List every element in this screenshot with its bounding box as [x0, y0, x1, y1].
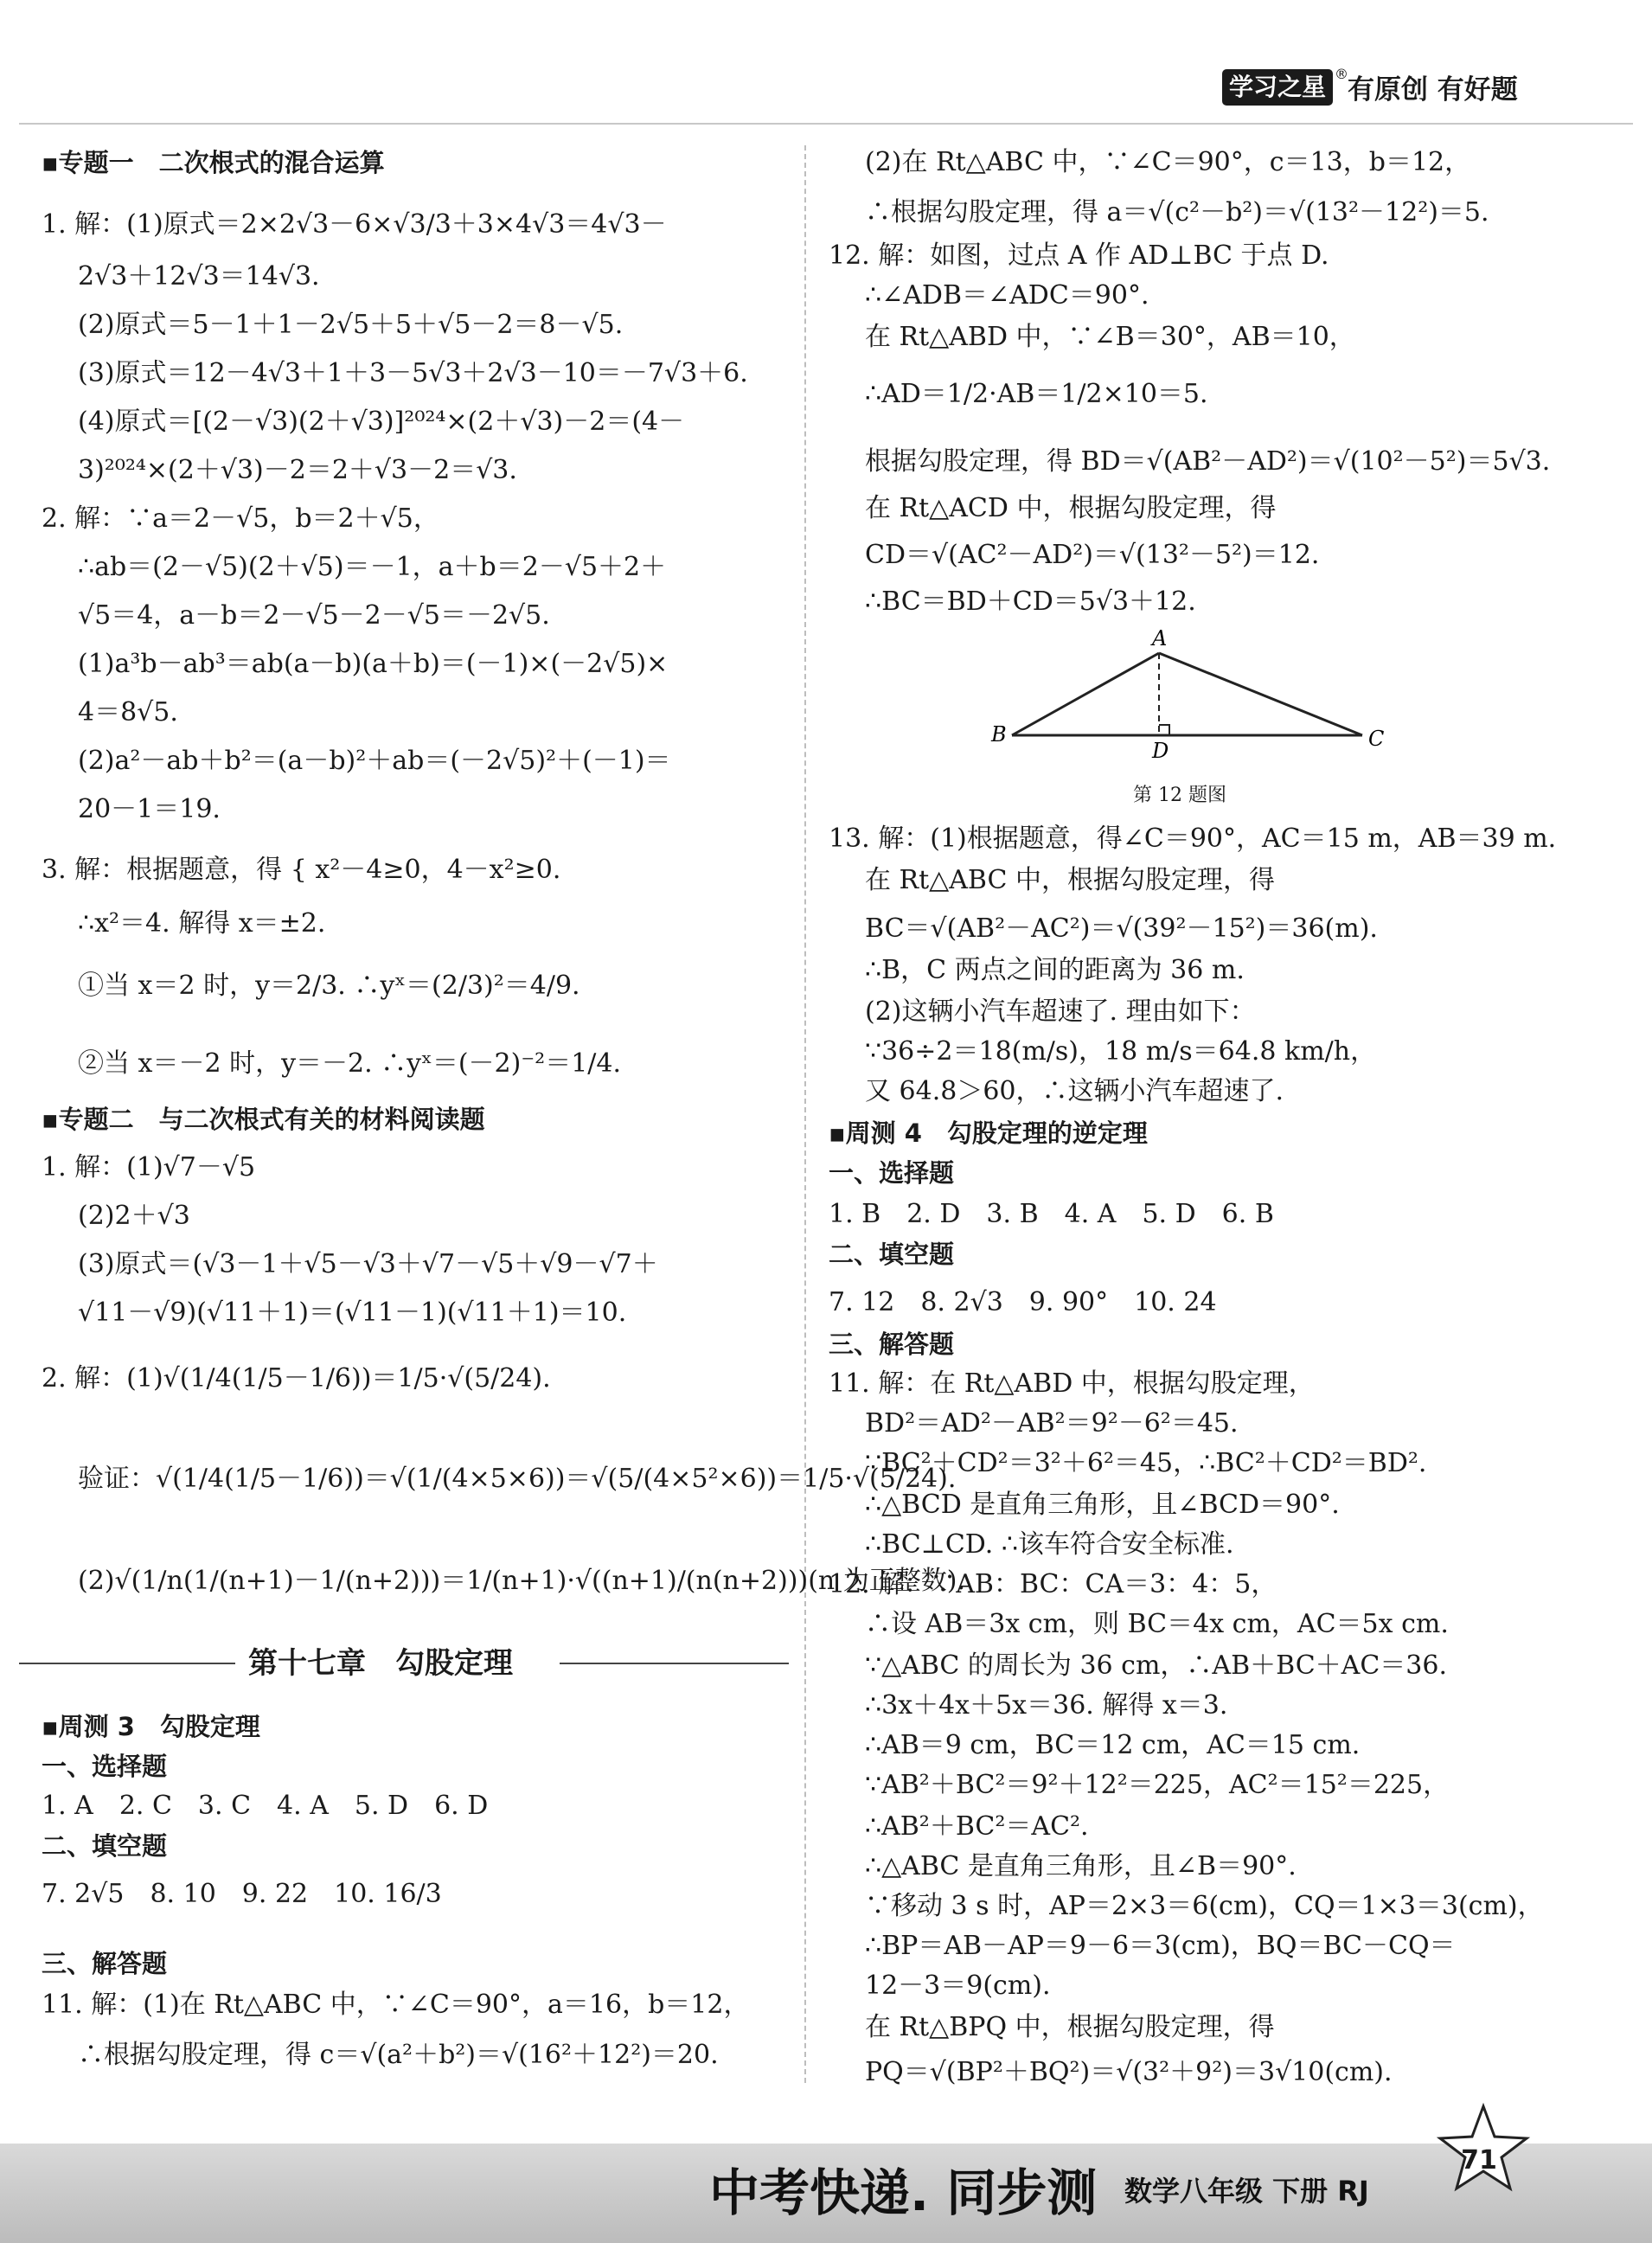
answer-line: (4)原式＝[(2－√3)(2＋√3)]²⁰²⁴×(2＋√3)－2＝(4－ [78, 407, 685, 437]
answer-line: ∴BP＝AB－AP＝9－6＝3(cm)，BQ＝BC－CQ＝ [865, 1931, 1456, 1961]
answer-line: ∴△BCD 是直角三角形，且∠BCD＝90°. [865, 1490, 1340, 1520]
answer-line: √11－√9)(√11＋1)＝(√11－1)(√11＋1)＝10. [78, 1298, 627, 1328]
answer-line: ∴ab＝(2－√5)(2＋√5)＝－1，a＋b＝2－√5＋2＋ [78, 552, 667, 582]
answer-line: ∴B，C 两点之间的距离为 36 m. [865, 955, 1245, 985]
label-a: A [1152, 626, 1168, 650]
chapter-rule-right [560, 1663, 789, 1664]
answer-line: √5＝4，a－b＝2－√5－2－√5＝－2√5. [78, 600, 550, 631]
answer-line: 20－1＝19. [78, 794, 221, 824]
answer-line: (2)在 Rt△ABC 中，∵∠C＝90°，c＝13，b＝12， [865, 147, 1471, 177]
answer-line: BD²＝AD²－AB²＝9²－6²＝45. [865, 1408, 1239, 1439]
header-slogan: 有原创 有好题 [1348, 74, 1518, 106]
answer-line: (3)原式＝12－4√3＋1＋3－5√3＋2√3－10＝－7√3＋6. [78, 358, 748, 388]
right-angle-mark [1159, 725, 1169, 735]
answer-line: ①当 x＝2 时，y＝2/3. ∴yˣ＝(2/3)²＝4/9. [78, 971, 580, 1001]
section-heading: ▪专题一 二次根式的混合运算 [42, 148, 385, 177]
registered-mark: ® [1335, 66, 1348, 82]
answer-line: 1. B 2. D 3. B 4. A 5. D 6. B [829, 1199, 1274, 1229]
answer-line: 在 Rt△ACD 中，根据勾股定理，得 [865, 493, 1277, 523]
answer-line: CD＝√(AC²－AD²)＝√(13²－5²)＝12. [865, 540, 1320, 570]
answer-line: 7. 12 8. 2√3 9. 90° 10. 24 [829, 1287, 1217, 1317]
answer-line: 1. 解：(1)原式＝2×2√3－6×√3/3＋3×4√3＝4√3－ [42, 209, 667, 240]
subsection-heading: 一、选择题 [42, 1752, 168, 1781]
answer-line: 在 Rt△ABC 中，根据勾股定理，得 [865, 865, 1276, 895]
chapter-title: 第十七章 勾股定理 [248, 1646, 513, 1681]
subsection-heading: 三、解答题 [42, 1949, 168, 1978]
answer-line: 12. 解：如图，过点 A 作 AD⊥BC 于点 D. [829, 240, 1329, 271]
column-divider [804, 145, 806, 2083]
answer-line: 又 64.8＞60，∴这辆小汽车超速了. [865, 1076, 1284, 1106]
answer-line: 4＝8√5. [78, 697, 178, 727]
answer-line: 12－3＝9(cm). [865, 1971, 1051, 2001]
answer-line: ∴BC＝BD＋CD＝5√3＋12. [865, 586, 1196, 617]
answer-line: ∴AD＝1/2·AB＝1/2×10＝5. [865, 379, 1208, 409]
segment-ac [1159, 653, 1362, 735]
answer-line: ②当 x＝－2 时，y＝－2. ∴yˣ＝(－2)⁻²＝1/4. [78, 1048, 622, 1079]
answer-line: ∵36÷2＝18(m/s)，18 m/s＝64.8 km/h， [865, 1036, 1377, 1067]
answer-line: 1. 解：(1)√7－√5 [42, 1152, 256, 1182]
answer-line: 2. 解：∵a＝2－√5，b＝2＋√5， [42, 503, 439, 534]
answer-line: ∵BC²＋CD²＝3²＋6²＝45，∴BC²＋CD²＝BD². [865, 1448, 1427, 1478]
header-rule [19, 123, 1633, 125]
answer-line: ∵移动 3 s 时，AP＝2×3＝6(cm)，CQ＝1×3＝3(cm)， [865, 1891, 1544, 1921]
answer-line: 12. 解：∵AB：BC：CA＝3：4：5， [829, 1569, 1277, 1599]
answer-line: (2)原式＝5－1＋1－2√5＋5＋√5－2＝8－√5. [78, 310, 624, 340]
answer-line: (2)2＋√3 [78, 1201, 190, 1231]
answer-line: 根据勾股定理，得 BD＝√(AB²－AD²)＝√(10²－5²)＝5√3. [865, 446, 1551, 477]
section-heading: ▪周测 3 勾股定理 [42, 1712, 260, 1741]
answer-line: ∴x²＝4. 解得 x＝±2. [78, 908, 326, 939]
answer-line: ∴设 AB＝3x cm，则 BC＝4x cm，AC＝5x cm. [865, 1609, 1449, 1639]
brand-logo: 学习之星 [1222, 69, 1333, 106]
answer-line: 2√3＋12√3＝14√3. [78, 261, 320, 292]
answer-line: ∴AB＝9 cm，BC＝12 cm，AC＝15 cm. [865, 1730, 1361, 1760]
answer-line: 1. A 2. C 3. C 4. A 5. D 6. D [42, 1791, 489, 1821]
answer-line: 3. 解：根据题意，得 { x²－4≥0，4－x²≥0. [42, 855, 561, 885]
answer-line: ∴根据勾股定理，得 c＝√(a²＋b²)＝√(16²＋12²)＝20. [78, 2040, 719, 2070]
answer-line: 11. 解：在 Rt△ABD 中，根据勾股定理， [829, 1368, 1315, 1399]
label-b: B [991, 722, 1007, 747]
answer-line: (2)这辆小汽车超速了. 理由如下： [865, 997, 1256, 1027]
subsection-heading: 二、填空题 [42, 1831, 168, 1861]
answer-line: ∴AB²＋BC²＝AC². [865, 1811, 1089, 1842]
answer-line: (2)√(1/n(1/(n+1)－1/(n+2)))＝1/(n+1)·√((n+1)/(n(n+2)))(n 为正整数). [78, 1566, 965, 1596]
answer-line: (3)原式＝(√3－1＋√5－√3＋√7－√5＋√9－√7＋ [78, 1249, 658, 1279]
answer-line: ∴∠ADB＝∠ADC＝90°. [865, 280, 1149, 311]
footer-subtitle: 数学八年级 下册 RJ [1124, 2175, 1369, 2208]
answer-line: ∴△ABC 是直角三角形，且∠B＝90°. [865, 1851, 1297, 1881]
answer-line: 在 Rt△ABD 中，∵∠B＝30°，AB＝10， [865, 322, 1355, 352]
triangle-figure [986, 623, 1401, 770]
answer-line: 验证：√(1/4(1/5－1/6))＝√(1/(4×5×6))＝√(5/(4×5²×6))＝1/5·√(5/24). [78, 1464, 957, 1494]
section-heading: ▪专题二 与二次根式有关的材料阅读题 [42, 1105, 485, 1134]
answer-line: 2. 解：(1)√(1/4(1/5－1/6))＝1/5·√(5/24). [42, 1363, 551, 1394]
figure-caption: 第 12 题图 [1133, 785, 1226, 806]
answer-line: 13. 解：(1)根据题意，得∠C＝90°，AC＝15 m，AB＝39 m. [829, 824, 1557, 854]
answer-line: 11. 解：(1)在 Rt△ABC 中，∵∠C＝90°，a＝16，b＝12， [42, 1990, 750, 2020]
answer-line: ∴根据勾股定理，得 a＝√(c²－b²)＝√(13²－12²)＝5. [865, 197, 1489, 228]
subsection-heading: 一、选择题 [829, 1158, 955, 1188]
answer-line: 3)²⁰²⁴×(2＋√3)－2＝2＋√3－2＝√3. [78, 455, 517, 485]
answer-line: 7. 2√5 8. 10 9. 22 10. 16/3 [42, 1879, 442, 1909]
subsection-heading: 二、填空题 [829, 1240, 955, 1269]
answer-line: (1)a³b－ab³＝ab(a－b)(a＋b)＝(－1)×(－2√5)× [78, 649, 669, 679]
label-c: C [1368, 727, 1385, 751]
chapter-rule-left [19, 1663, 235, 1664]
label-d: D [1152, 739, 1169, 763]
chapter-heading [19, 1642, 789, 1685]
section-heading: ▪周测 4 勾股定理的逆定理 [829, 1118, 1148, 1148]
page-number: 71 [1461, 2145, 1497, 2176]
answer-line: BC＝√(AB²－AC²)＝√(39²－15²)＝36(m). [865, 913, 1378, 944]
answer-line: 在 Rt△BPQ 中，根据勾股定理，得 [865, 2012, 1275, 2042]
footer-title: 中考快递. 同步测 [709, 2163, 1098, 2222]
subsection-heading: 三、解答题 [829, 1330, 955, 1359]
segment-ab [1012, 653, 1159, 735]
answer-line: ∴3x＋4x＋5x＝36. 解得 x＝3. [865, 1690, 1228, 1721]
answer-line: ∵AB²＋BC²＝9²＋12²＝225，AC²＝15²＝225， [865, 1770, 1450, 1800]
answer-line: PQ＝√(BP²＋BQ²)＝√(3²＋9²)＝3√10(cm). [865, 2057, 1393, 2087]
answer-line: ∴BC⊥CD. ∴该车符合安全标准. [865, 1529, 1234, 1560]
answer-line: ∵△ABC 的周长为 36 cm，∴AB＋BC＋AC＝36. [865, 1650, 1448, 1681]
answer-line: (2)a²－ab＋b²＝(a－b)²＋ab＝(－2√5)²＋(－1)＝ [78, 746, 671, 776]
